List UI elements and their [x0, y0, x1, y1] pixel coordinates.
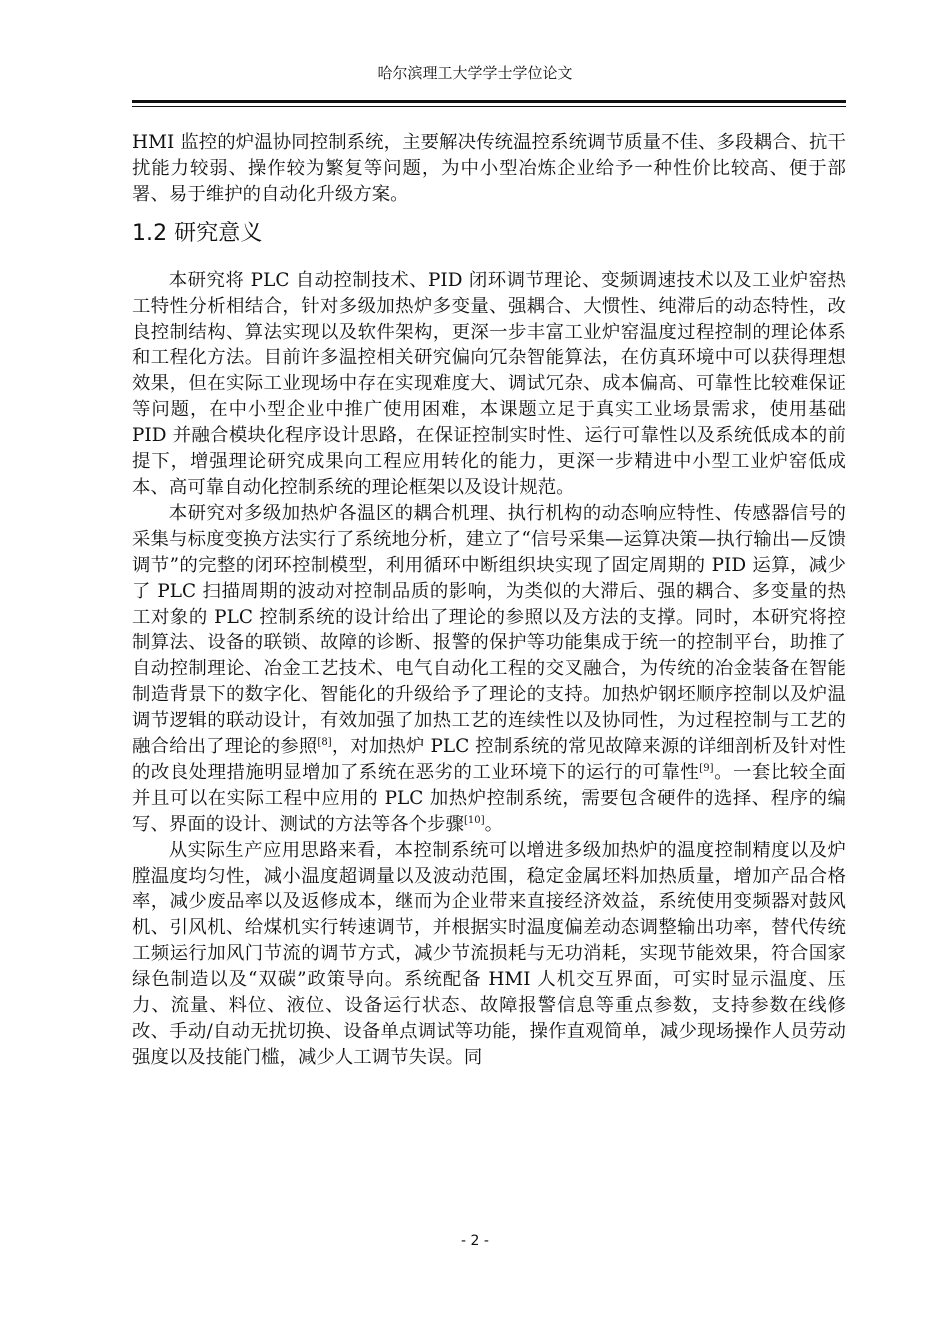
- paragraph-text-segment: 。: [484, 813, 504, 835]
- page-number: - 2 -: [461, 1233, 489, 1249]
- citation-10: [10]: [463, 814, 485, 826]
- section-heading: 1.2 研究意义: [132, 220, 263, 246]
- paragraph-text-segment: ，对加热炉 PLC 控制系统的常见故障来源的详细剖析及针对性的改良处理措施明显增加了系统在恶劣的工业环境下的运行的可靠性: [132, 736, 846, 783]
- header-rule-thin: [132, 106, 846, 107]
- paragraph-text-segment: 本研究对多级加热炉各温区的耦合机理、执行机构的动态响应特性、传感器信号的采集与标度变换方法实行了系统地分析，建立了“信号采集—运算决策—执行输出—反馈调节”的完整的闭环控制模型，利用循环中断组织块实现了固定周期的 PID 运算，减少了 PLC 扫描周期的波动对控制品质的影响，为类似的大滞后、强的耦合、多变量的热工对象的 PLC 控制系统的设计给出了理论的参照以及方法的支撑。同时，本研究将控制算法、设备的联锁、故障的诊断、报警的保护等功能集成于统一的控制平台，助推了自动控制理论、冶金工艺技术、电气自动化工程的交叉融合，为传统的冶金装备在智能制造背景下的数字化、智能化的升级给予了理论的支持。加热炉钢坯顺序控制以及炉温调节逻辑的联动设计，有效加强了加热工艺的连续性以及协同性，为过程控制与工艺的融合给出了理论的参照: [132, 502, 846, 758]
- citation-9: [9]: [699, 762, 714, 774]
- citation-8: [8]: [317, 736, 332, 748]
- paragraph-research-significance-1: 本研究将 PLC 自动控制技术、PID 闭环调节理论、变频调速技术以及工业炉窑热工特性分析相结合，针对多级加热炉多变量、强耦合、大惯性、纯滞后的动态特性，改良控制结构、算法实现以及软件架构，更深一步丰富工业炉窑温度过程控制的理论体系和工程化方法。目前许多温控相关研究偏向冗杂智能算法，在仿真环境中可以获得理想效果，但在实际工业现场中存在实现难度大、调试冗杂、成本偏高、可靠性比较难保证等问题，在中小型企业中推广使用困难，本课题立足于真实工业场景需求，使用基础 PID 并融合模块化程序设计思路，在保证控制实时性、运行可靠性以及系统低成本的前提下，增强理论研究成果向工程应用转化的能力，更深一步精进中小型工业炉窑低成本、高可靠自动化控制系统的理论框架以及设计规范。: [132, 269, 846, 498]
- paragraph-practical-application: 从实际生产应用思路来看，本控制系统可以增进多级加热炉的温度控制精度以及炉膛温度均匀性，减小温度超调量以及波动范围，稳定金属坯料加热质量，增加产品合格率，减少废品率以及返修成本，继而为企业带来直接经济效益，系统使用变频器对鼓风机、引风机、给煤机实行转速调节，并根据实时温度偏差动态调整输出功率，替代传统工频运行加风门节流的调节方式，减少节流损耗与无功消耗，实现节能效果，符合国家绿色制造以及“双碳”政策导向。系统配备 HMI 人机交互界面，可实时显示温度、压力、流量、料位、液位、设备运行状态、故障报警信息等重点参数，支持参数在线修改、手动/自动无扰切换、设备单点调试等功能，操作直观简单，减少现场操作人员劳动强度以及技能门槛，减少人工调节失误。同: [132, 839, 846, 1068]
- paragraph-text-segment: 。一套比较全面并且可以在实际工程中应用的 PLC 加热炉控制系统，需要包含硬件的选择、程序的编写、界面的设计、测试的方法等各个步骤: [132, 761, 846, 835]
- running-header-title: 哈尔滨理工大学学士学位论文: [377, 64, 573, 82]
- header-rule-thick: [132, 100, 846, 103]
- document-body: [132, 130, 846, 1071]
- continuation-paragraph: HMI 监控的炉温协同控制系统，主要解决传统温控系统调节质量不佳、多段耦合、抗干扰能力较弱、操作较为繁复等问题，为中小型冶炼企业给予一种性价比较高、便于部署、易于维护的自动化升级方案。: [132, 132, 846, 205]
- paragraph-research-significance-2: [132, 501, 846, 838]
